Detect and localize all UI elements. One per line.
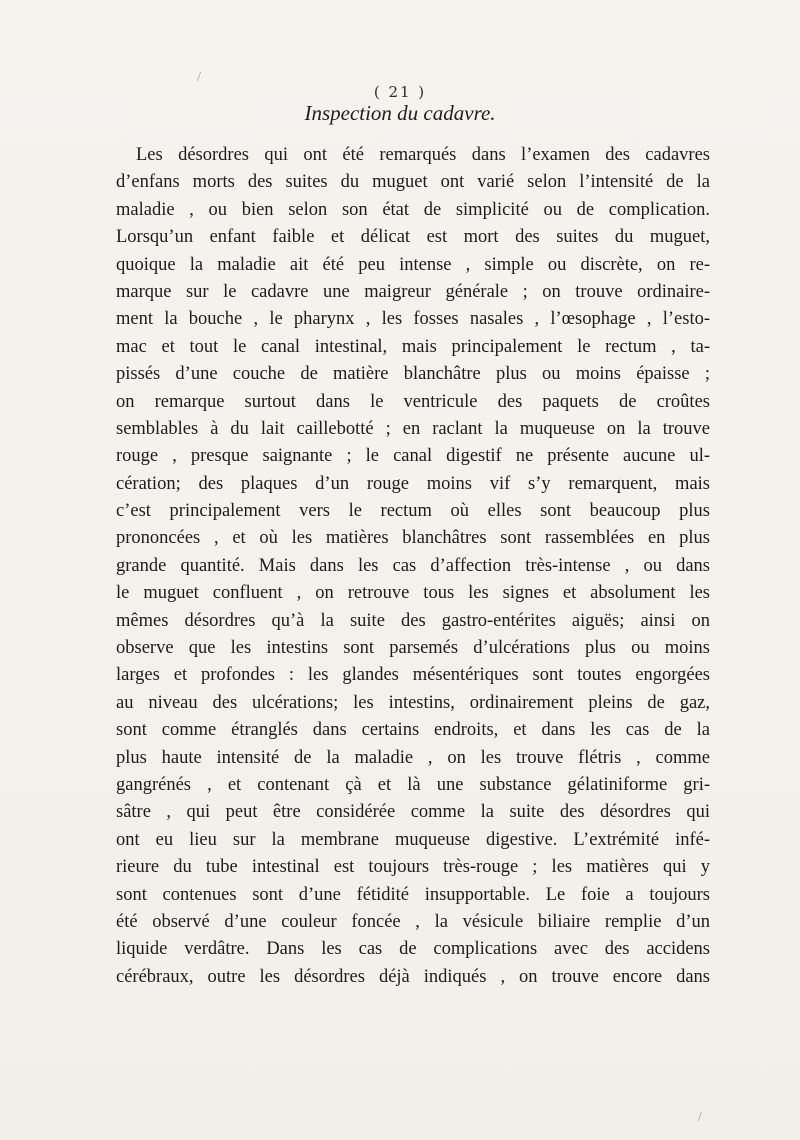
text-line: le muguet confluent , on retrouve tous les signes et absolument les (116, 583, 710, 604)
text-line: été observé d’une couleur foncée , la vésicule biliaire remplie d’un (116, 911, 710, 932)
text-line: observe que les intestins sont parsemés d’ulcérations plus ou moins (116, 638, 710, 659)
text-line: d’enfans morts des suites du muguet ont varié selon l’intensité de la (116, 172, 710, 193)
text-line: pissés d’une couche de matière blanchâtre plus ou moins épaisse ; (116, 364, 710, 385)
text-line: Lorsqu’un enfant faible et délicat est mort des suites du muguet, (116, 227, 710, 248)
text-line: gangrénés , et contenant çà et là une substance gélatiniforme gri- (116, 774, 710, 795)
text-line: Les désordres qui ont été remarqués dans l’examen des cadavres (136, 145, 710, 165)
text-line: ont eu lieu sur la membrane muqueuse digestive. L’extrémité infé- (116, 829, 710, 850)
pencil-mark: / (197, 70, 201, 85)
text-line: rouge , presque saignante ; le canal digestif ne présente aucune ul- (116, 446, 710, 467)
text-line: grande quantité. Mais dans les cas d’affection très-intense , ou dans (116, 555, 710, 576)
text-line: semblables à du lait caillebotté ; en raclant la muqueuse on la trouve (116, 418, 710, 439)
body-paragraph (116, 142, 710, 991)
text-line: plus haute intensité de la maladie , on les trouve flétris , comme (116, 747, 710, 768)
text-line: quoique la maladie ait été peu intense , simple ou discrète, on re- (116, 254, 710, 275)
running-title: Inspection du cadavre. (304, 101, 496, 125)
text-line: ment la bouche , le pharynx , les fosses nasales , l’œsophage , l’esto- (116, 309, 710, 330)
page-number: ( 21 ) (373, 83, 427, 101)
text-line: c’est principalement vers le rectum où elles sont beaucoup plus (116, 501, 710, 522)
text-line: sont contenues sont d’une fétidité insupportable. Le foie a toujours (116, 884, 710, 905)
text-line: prononcées , et où les matières blanchâtres sont rassemblées en plus (116, 528, 710, 549)
text-line: larges et profondes : les glandes mésentériques sont toutes engorgées (116, 665, 710, 686)
text-line: mac et tout le canal intestinal, mais principalement le rectum , ta- (116, 336, 710, 357)
text-line: maladie , ou bien selon son état de simplicité ou de complication. (116, 199, 710, 220)
text-line: on remarque surtout dans le ventricule des paquets de croûtes (116, 391, 710, 412)
text-line: sont comme étranglés dans certains endroits, et dans les cas de la (116, 720, 710, 741)
text-line: marque sur le cadavre une maigreur générale ; on trouve ordinaire- (116, 281, 710, 302)
pencil-mark: / (698, 1110, 702, 1125)
text-line: cération; des plaques d’un rouge moins vif s’y remarquent, mais (116, 473, 710, 494)
text-line: mêmes désordres qu’à la suite des gastro-entérites aiguës; ainsi on (116, 610, 710, 631)
text-line: sâtre , qui peut être considérée comme la suite des désordres qui (116, 802, 710, 823)
text-line: cérébraux, outre les désordres déjà indiqués , on trouve encore dans (116, 966, 710, 987)
text-line: rieure du tube intestinal est toujours très-rouge ; les matières qui y (116, 857, 710, 878)
text-line: au niveau des ulcérations; les intestins, ordinairement pleins de gaz, (116, 692, 710, 713)
text-line: liquide verdâtre. Dans les cas de complications avec des accidens (116, 939, 710, 960)
